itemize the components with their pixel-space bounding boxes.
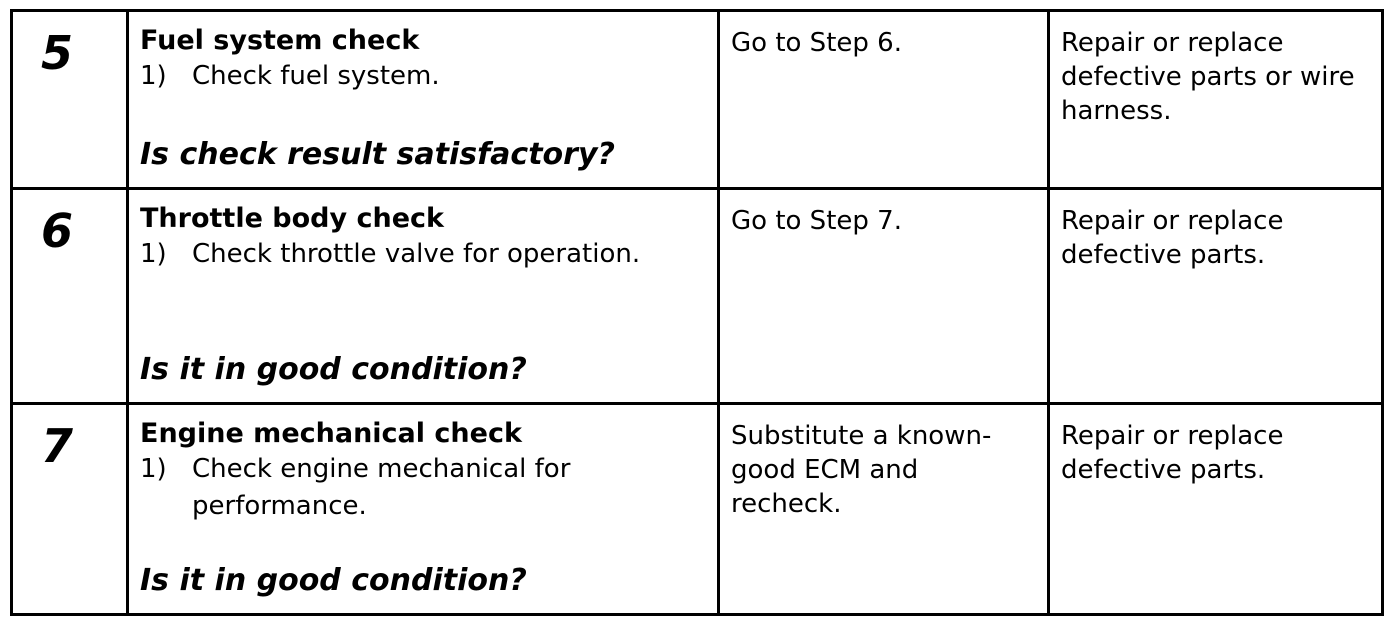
no-text: Repair or replace defective parts. <box>1061 206 1284 270</box>
action-cell <box>128 11 719 189</box>
yes-text: Substitute a known-good ECM and recheck. <box>731 421 992 519</box>
step-number-cell <box>12 189 128 404</box>
yes-text: Go to Step 7. <box>731 206 902 236</box>
no-cell <box>1049 404 1383 615</box>
action-question: Is check result satisfactory? <box>140 137 615 172</box>
step-number-cell <box>12 404 128 615</box>
table-row-step-7 <box>12 404 1383 615</box>
table-row-step-6 <box>12 189 1383 404</box>
no-cell <box>1049 189 1383 404</box>
action-item-text: Check throttle valve for operation. <box>192 239 641 269</box>
action-title: Throttle body check <box>140 203 444 234</box>
action-question: Is it in good condition? <box>140 563 527 598</box>
step-number-cell <box>12 11 128 189</box>
no-text: Repair or replace defective parts or wire harness. <box>1061 28 1355 126</box>
action-item-number: 1) <box>140 61 167 91</box>
action-item <box>140 236 707 273</box>
yes-cell <box>719 189 1049 404</box>
step-number: 5 <box>41 26 74 80</box>
table-row-step-5 <box>12 11 1383 189</box>
action-item <box>140 58 707 95</box>
yes-cell <box>719 404 1049 615</box>
action-title: Engine mechanical check <box>140 418 522 449</box>
no-cell <box>1049 11 1383 189</box>
action-item <box>140 451 707 525</box>
action-cell <box>128 189 719 404</box>
action-item-number: 1) <box>140 454 167 484</box>
action-question: Is it in good condition? <box>140 352 527 387</box>
no-text: Repair or replace defective parts. <box>1061 421 1284 485</box>
yes-text: Go to Step 6. <box>731 28 902 58</box>
action-title: Fuel system check <box>140 25 420 56</box>
step-number: 7 <box>41 419 74 473</box>
step-number: 6 <box>41 204 74 258</box>
action-item-number: 1) <box>140 239 167 269</box>
action-item-text: Check engine mechanical for performance. <box>192 454 571 521</box>
troubleshooting-table <box>10 9 1384 616</box>
action-cell <box>128 404 719 615</box>
yes-cell <box>719 11 1049 189</box>
action-item-text: Check fuel system. <box>192 61 440 91</box>
